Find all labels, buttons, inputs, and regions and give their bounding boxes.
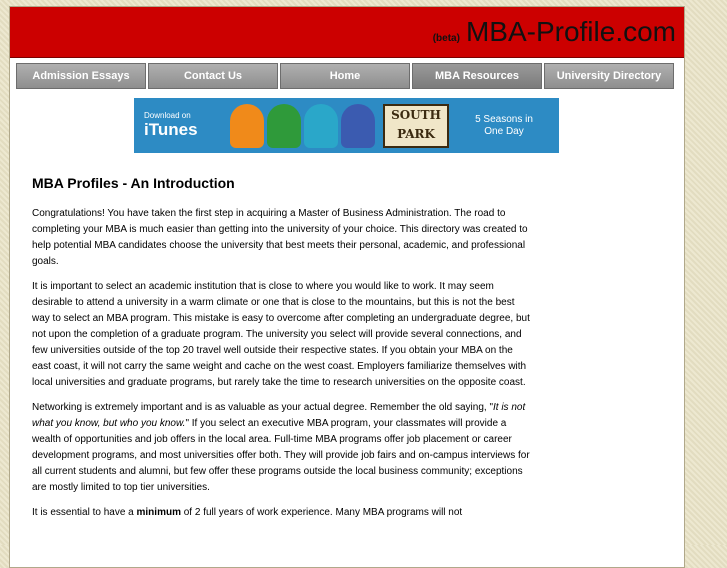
p3-after: " If you select an executive MBA program, your classmates will provide a wealth of opportunities and job offers in the local area. Full-time MBA programs offer job placement or career development programs, and most universities offer both. They will provide job fairs and on-campus interviews for all current students and alumni, but few offer these programs outside the local business community; exceptions are mostly limited to top tier universities. <box>32 418 530 493</box>
main-content <box>32 175 532 530</box>
south-park-characters <box>230 104 375 148</box>
nav-university-directory[interactable]: University Directory <box>544 63 674 89</box>
seasons-line-1: 5 Seasons in <box>475 113 533 125</box>
itunes-text: iTunes <box>144 120 198 139</box>
main-nav <box>16 63 676 89</box>
page <box>9 6 685 568</box>
character-kyle <box>267 104 301 148</box>
site-header <box>10 7 684 58</box>
itunes-ad-banner[interactable] <box>134 98 559 153</box>
nav-mba-resources[interactable]: MBA Resources <box>412 63 542 89</box>
p3-before: Networking is extremely important and is as valuable as your actual degree. Remember the old saying, " <box>32 402 493 413</box>
p3-quote: It is not what you know, but who you know. <box>32 402 526 429</box>
logo-line-2: PARK <box>397 126 435 141</box>
beta-label: (beta) <box>432 33 460 44</box>
page-title: MBA Profiles - An Introduction <box>32 175 235 191</box>
paragraph-3 <box>32 400 532 496</box>
south-park-logo <box>383 104 449 148</box>
paragraph-1: Congratulations! You have taken the first step in acquiring a Master of Business Administration. The road to completing your MBA is much easier than getting into the university of your choice. This directory was created to help potential MBA candidates choose the university that best meets their personal, academic, and professional goals. <box>32 208 528 267</box>
character-cartman <box>304 104 338 148</box>
paragraph-4 <box>32 505 532 521</box>
nav-admission-essays[interactable]: Admission Essays <box>16 63 146 89</box>
nav-home[interactable]: Home <box>280 63 410 89</box>
download-on-text: Download on <box>144 111 191 120</box>
nav-contact-us[interactable]: Contact Us <box>148 63 278 89</box>
site-name[interactable]: MBA-Profile.com <box>465 16 676 47</box>
logo-line-1: SOUTH <box>391 107 441 122</box>
character-stan <box>341 104 375 148</box>
p4-bold: minimum <box>136 507 181 518</box>
seasons-text <box>449 114 559 138</box>
character-kenny <box>230 104 264 148</box>
seasons-line-2: One Day <box>484 125 524 137</box>
paragraph-2: It is important to select an academic institution that is close to where you would like to work. It may seem desirable to attend a university in a warm climate or one that is close to the mountains, but this is not the best way to select an MBA program. This mistake is easy to overcome after completing an undergraduate degree, but not upon the completion of a graduate program. The university you select will provide several connections, and few universities outside of the top 20 travel well outside their respective states. If you obtain your MBA on the east coast, it will not carry the same weight and cache on the west coast. Employers familiarize themselves with local universities and graduate programs, but rarely take the time to research universities on the opposite coast. <box>32 281 530 388</box>
p4-before: It is essential to have a <box>32 507 137 518</box>
itunes-label <box>134 111 224 140</box>
site-brand[interactable] <box>433 16 676 48</box>
p4-after: of 2 full years of work experience. Many MBA programs will not <box>180 507 463 518</box>
